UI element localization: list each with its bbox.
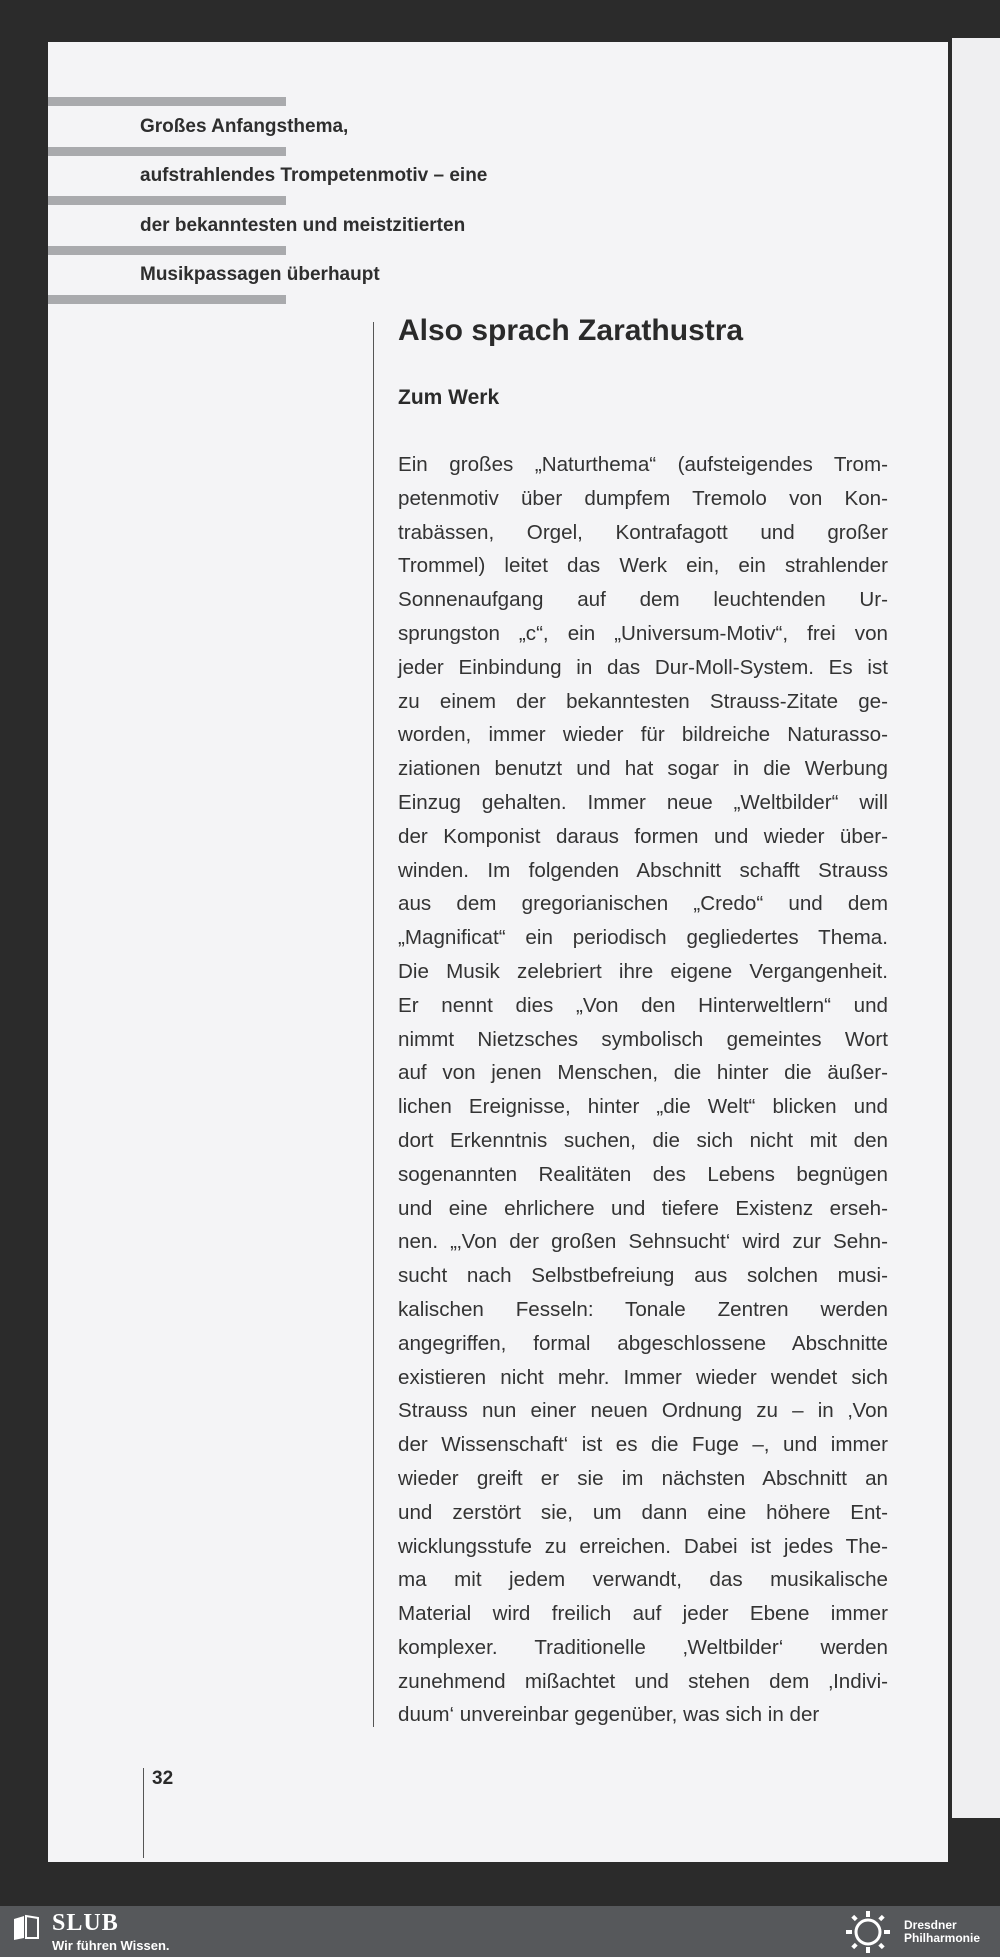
body-line: duum‘ unvereinbar gegenüber, was sich in der [398,1703,820,1727]
body-line: Er nennt dies „Von den Hinterweltlern“ und [398,993,888,1017]
body-line: worden, immer wieder für bildreiche Naturasso- [398,723,888,747]
body-line: Die Musik zelebriert ihre eigene Vergangenheit. [398,959,888,983]
body-line: Ein großes „Naturthema“ (aufsteigendes Trom- [398,453,888,476]
body-line: existieren nicht mehr. Immer wieder wendet sich [398,1365,888,1389]
body-line: ma mit jedem verwandt, das musikalische [398,1568,888,1592]
caption-line: der bekanntesten und meistzitierten [140,215,466,236]
decorative-bar [48,196,286,205]
body-line: „Magnificat“ ein periodisch gegliedertes Thema. [398,926,888,950]
body-line: der Wissenschaft‘ ist es die Fuge –, und immer [398,1433,888,1457]
body-line: zu einem der bekanntesten Strauss-Zitate ge- [398,689,888,713]
partner-name [904,1919,980,1945]
body-line: lichen Ereignisse, hinter „die Welt“ blicken und [398,1095,888,1119]
column-rule [373,322,374,1727]
book-icon [12,1913,40,1941]
body-line: und eine ehrlichere und tiefere Existenz erseh- [398,1196,888,1220]
decorative-bar [48,246,286,255]
adjacent-page-edge [952,38,1000,1818]
article-subtitle: Zum Werk [398,386,500,409]
article-body [398,448,888,1732]
body-line: und zerstört sie, um dann eine höhere Ent- [398,1500,888,1524]
article-title: Also sprach Zarathustra [398,314,744,347]
body-line: sogenannten Realitäten des Lebens begnügen [398,1162,888,1186]
partner-name-line: Dresdner [904,1918,957,1932]
body-line: ziationen benutzt und hat sogar in die Werbung [398,757,888,781]
page-number: 32 [152,1768,174,1789]
body-line: jeder Einbindung in das Dur-Moll-System. Es ist [398,655,888,679]
body-line: Trommel) leitet das Werk ein, ein strahlender [398,554,888,578]
decorative-bar [48,97,286,106]
body-line: nen. „‚Von der großen Sehnsucht‘ wird zur Sehn- [398,1230,888,1254]
body-line: Material wird freilich auf jeder Ebene immer [398,1602,888,1626]
body-line: sprungston „c“, ein „Universum-Motiv“, frei von [398,621,888,645]
dresdner-philharmonie-logo [842,1910,894,1954]
body-line: wieder greift er sie im nächsten Abschnitt an [398,1466,888,1490]
body-line: der Komponist daraus formen und wieder über- [398,824,888,848]
body-line: Sonnenaufgang auf dem leuchtenden Ur- [398,588,888,612]
page-number-rule [143,1768,144,1858]
body-line: dort Erkenntnis suchen, die sich nicht mit den [398,1128,888,1152]
body-line: kalischen Fesseln: Tonale Zentren werden [398,1297,888,1321]
caption-line: Großes Anfangsthema, [140,116,349,137]
partner-name-line: Philharmonie [904,1931,981,1945]
decorative-bar [48,295,286,304]
body-line: winden. Im folgenden Abschnitt schafft Strauss [398,858,888,882]
decorative-bar [48,147,286,156]
footer-bar [0,1906,1000,1957]
body-line: aus dem gregorianischen „Credo“ und dem [398,892,888,916]
slub-name: SLUB [52,1910,119,1936]
body-line: angegriffen, formal abgeschlossene Abschnitte [398,1331,888,1355]
caption-line: Musikpassagen überhaupt [140,264,380,285]
body-line: trabässen, Orgel, Kontrafagott und großer [398,520,888,544]
caption-line: aufstrahlendes Trompetenmotiv – eine [140,165,488,186]
body-line: sucht nach Selbstbefreiung aus solchen musi- [398,1264,888,1288]
body-line: petenmotiv über dumpfem Tremolo von Kon- [398,486,888,510]
body-line: nimmt Nietzsches symbolisch gemeintes Wort [398,1027,888,1051]
body-line: wicklungsstufe zu erreichen. Dabei ist jedes The- [398,1534,888,1558]
body-line: komplexer. Traditionelle ‚Weltbilder‘ werden [398,1635,888,1659]
body-line: zunehmend mißachtet und stehen dem ‚Indivi- [398,1669,888,1693]
body-line: Einzug gehalten. Immer neue „Weltbilder“ will [398,790,888,814]
slub-tagline: Wir führen Wissen. [52,1938,170,1953]
body-line: Strauss nun einer neuen Ordnung zu – in ‚Von [398,1399,888,1423]
body-line: auf von jenen Menschen, die hinter die äußer- [398,1061,888,1085]
